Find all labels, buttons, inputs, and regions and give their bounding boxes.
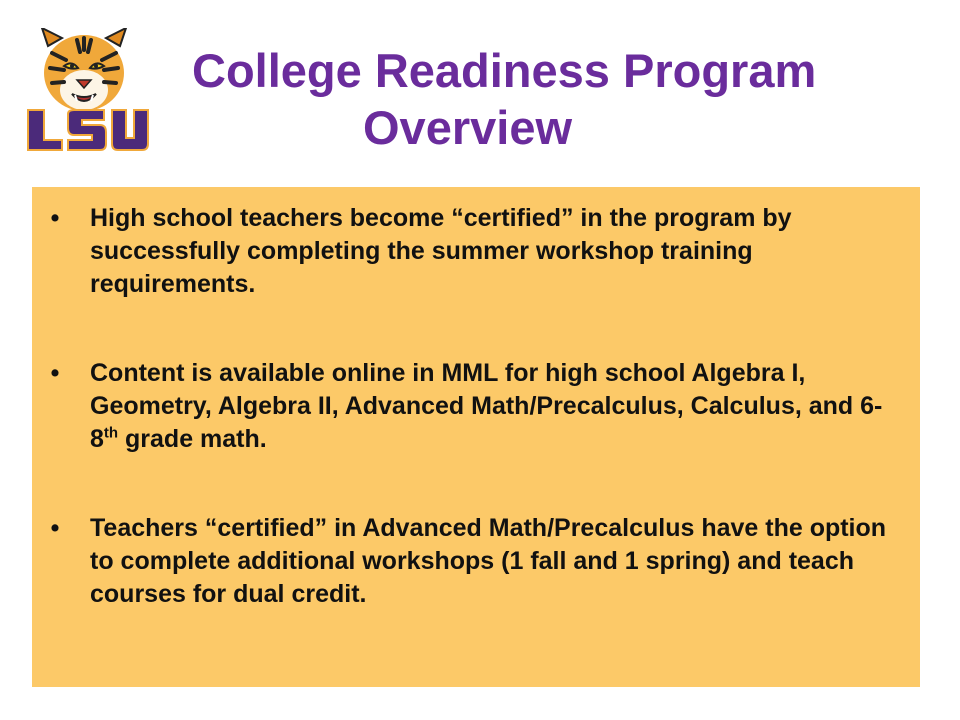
bullet-text-end: grade math.	[118, 425, 267, 453]
bullet-item-dual-credit	[32, 512, 920, 611]
title-line-2: Overview	[363, 101, 573, 154]
bullet-item-certified	[32, 202, 920, 301]
bullet-text	[90, 359, 882, 453]
bullet-icon: •	[50, 359, 60, 387]
bullet-item-content	[32, 357, 920, 456]
content-box	[32, 187, 920, 687]
bullet-list	[32, 202, 920, 667]
bullet-icon: •	[50, 204, 60, 232]
title-line-1: College Readiness Program	[192, 44, 817, 97]
bullet-superscript: th	[103, 424, 119, 442]
bullet-text: Teachers “certified” in Advanced Math/Precalculus have the option to complete additional workshops (1 fall and 1 spring) and teach courses for dual credit.	[90, 514, 887, 608]
lsu-tiger-logo	[22, 28, 152, 153]
bullet-text-main: Content is available online in MML for high school Algebra I, Geometry, Algebra II, Advanced Math/Precalculus, Calculus, and 6-8	[90, 359, 883, 453]
bullet-text: High school teachers become “certified” in the program by successfully completing the summer workshop training requirements.	[90, 204, 792, 298]
tiger-logo-icon	[22, 28, 152, 153]
bullet-icon: •	[50, 514, 60, 542]
page-title	[150, 42, 940, 156]
